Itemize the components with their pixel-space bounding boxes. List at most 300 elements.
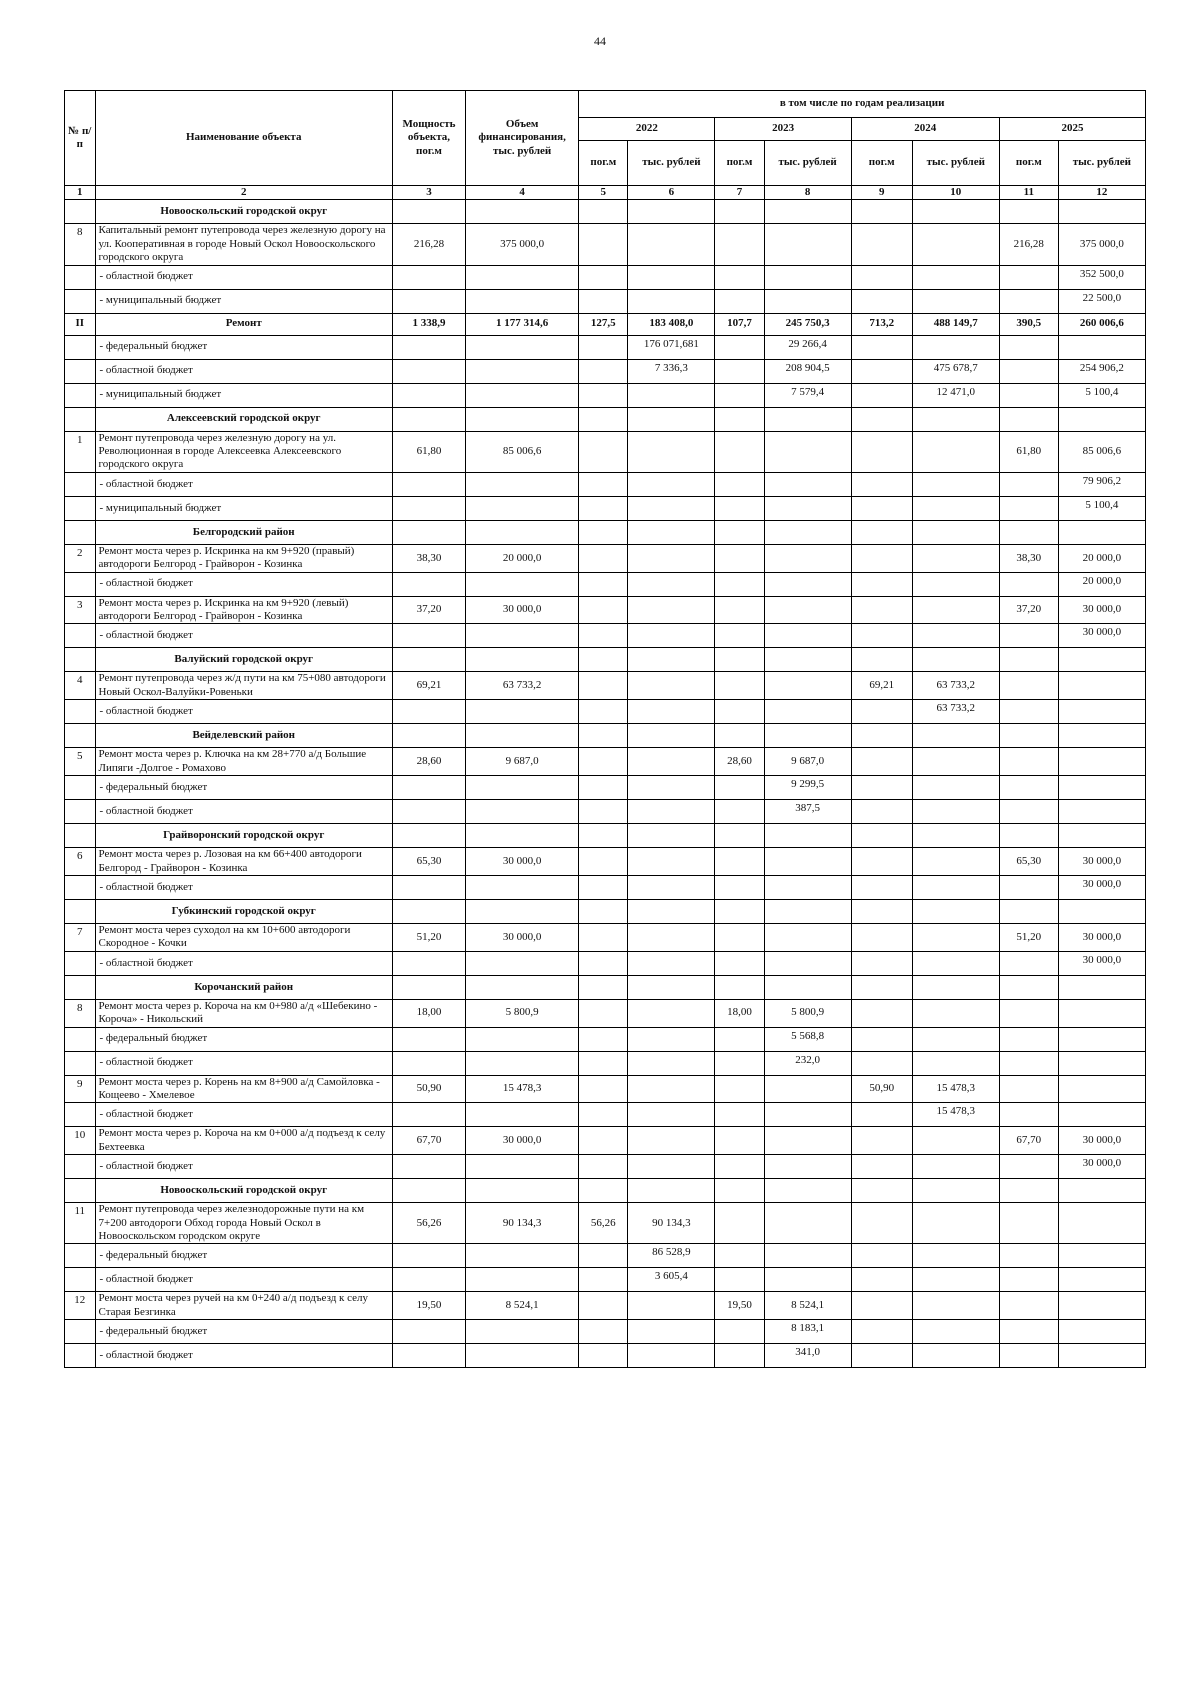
value-cell: [851, 200, 912, 224]
value-cell: [465, 800, 578, 824]
value-cell: [628, 672, 715, 700]
value-cell: 15 478,3: [465, 1075, 578, 1103]
budget-row: [65, 1051, 1146, 1075]
value-cell: [579, 748, 628, 776]
value-cell: [628, 520, 715, 544]
value-cell: [912, 472, 999, 496]
object-name: Капитальный ремонт путепровода через железную дорогу на ул. Кооперативная в городе Новый Оскол Новооскольского городского округа: [95, 224, 392, 265]
value-cell: [715, 407, 764, 431]
value-cell: [851, 724, 912, 748]
value-cell: [392, 1320, 465, 1344]
value-cell: [628, 923, 715, 951]
col-number: 1: [65, 186, 96, 200]
value-cell: [999, 951, 1058, 975]
value-cell: [392, 624, 465, 648]
value-cell: 260 006,6: [1058, 313, 1145, 335]
value-cell: [1058, 672, 1145, 700]
value-cell: [465, 1155, 578, 1179]
value-cell: [999, 899, 1058, 923]
value-cell: [465, 265, 578, 289]
col-number: 7: [715, 186, 764, 200]
value-cell: [628, 875, 715, 899]
value-cell: [579, 999, 628, 1027]
value-cell: [912, 824, 999, 848]
table-body: [65, 200, 1146, 1368]
value-cell: [579, 200, 628, 224]
value-cell: [912, 1127, 999, 1155]
value-cell: [579, 383, 628, 407]
value-cell: 51,20: [392, 923, 465, 951]
value-cell: [912, 1027, 999, 1051]
value-cell: 9 687,0: [465, 748, 578, 776]
value-cell: [1058, 1203, 1145, 1244]
value-cell: 37,20: [392, 596, 465, 624]
row-number: 9: [65, 1075, 96, 1103]
value-cell: [715, 265, 764, 289]
value-cell: [851, 923, 912, 951]
object-name: - областной бюджет: [95, 359, 392, 383]
value-cell: [715, 951, 764, 975]
value-cell: [465, 1051, 578, 1075]
value-cell: [851, 431, 912, 472]
value-cell: [465, 1320, 578, 1344]
value-cell: [1058, 200, 1145, 224]
section-row: [65, 724, 1146, 748]
row-number: [65, 700, 96, 724]
value-cell: [392, 1179, 465, 1203]
row-number: [65, 1155, 96, 1179]
value-cell: [999, 1075, 1058, 1103]
value-cell: [912, 899, 999, 923]
value-cell: [628, 1127, 715, 1155]
value-cell: [715, 875, 764, 899]
section-title: Новооскольский городской округ: [95, 1179, 392, 1203]
value-cell: [579, 496, 628, 520]
value-cell: 232,0: [764, 1051, 851, 1075]
value-cell: [999, 472, 1058, 496]
value-cell: [912, 224, 999, 265]
row-number: [65, 824, 96, 848]
value-cell: [715, 848, 764, 876]
value-cell: [912, 951, 999, 975]
section-row: [65, 975, 1146, 999]
value-cell: [851, 1320, 912, 1344]
value-cell: [764, 1075, 851, 1103]
object-name: - муниципальный бюджет: [95, 496, 392, 520]
row-number: [65, 335, 96, 359]
object-name: Ремонт моста через р. Лозовая на км 66+400 автодороги Белгород - Грайворон - Козинка: [95, 848, 392, 876]
row-number: 4: [65, 672, 96, 700]
value-cell: [851, 700, 912, 724]
object-name: Ремонт: [95, 313, 392, 335]
value-cell: 8 524,1: [465, 1292, 578, 1320]
value-cell: [628, 596, 715, 624]
object-row: [65, 923, 1146, 951]
value-cell: [851, 224, 912, 265]
object-name: - областной бюджет: [95, 1103, 392, 1127]
value-cell: 3 605,4: [628, 1268, 715, 1292]
value-cell: 30 000,0: [465, 596, 578, 624]
value-cell: [392, 648, 465, 672]
section-title: Вейделевский район: [95, 724, 392, 748]
value-cell: [579, 1344, 628, 1368]
header-unit-rub: тыс. рублей: [628, 141, 715, 186]
value-cell: [715, 724, 764, 748]
value-cell: [579, 1179, 628, 1203]
value-cell: 67,70: [999, 1127, 1058, 1155]
row-number: [65, 800, 96, 824]
row-number: [65, 359, 96, 383]
budget-row: [65, 1244, 1146, 1268]
col-number: 5: [579, 186, 628, 200]
value-cell: [999, 724, 1058, 748]
value-cell: [392, 724, 465, 748]
value-cell: [715, 383, 764, 407]
col-number: 11: [999, 186, 1058, 200]
value-cell: [715, 520, 764, 544]
value-cell: [1058, 407, 1145, 431]
budget-row: [65, 951, 1146, 975]
value-cell: [715, 1127, 764, 1155]
value-cell: [465, 496, 578, 520]
value-cell: [579, 1244, 628, 1268]
header-funding: Объем финансирования, тыс. рублей: [465, 91, 578, 186]
budget-row: [65, 1027, 1146, 1051]
header-name: Наименование объекта: [95, 91, 392, 186]
value-cell: [912, 1344, 999, 1368]
value-cell: [912, 596, 999, 624]
value-cell: [1058, 1103, 1145, 1127]
value-cell: [999, 875, 1058, 899]
value-cell: [628, 383, 715, 407]
value-cell: 28,60: [392, 748, 465, 776]
value-cell: 30 000,0: [1058, 848, 1145, 876]
value-cell: [851, 1179, 912, 1203]
value-cell: [392, 1155, 465, 1179]
value-cell: 30 000,0: [1058, 1155, 1145, 1179]
value-cell: [579, 648, 628, 672]
value-cell: [851, 875, 912, 899]
value-cell: [392, 700, 465, 724]
value-cell: 30 000,0: [1058, 596, 1145, 624]
value-cell: [999, 1320, 1058, 1344]
row-number: 7: [65, 923, 96, 951]
row-number: [65, 472, 96, 496]
object-name: Ремонт моста через р. Корочa на км 0+980 а/д «Шебекино - Короча» - Никольский: [95, 999, 392, 1027]
row-number: 2: [65, 544, 96, 572]
value-cell: [1058, 1075, 1145, 1103]
value-cell: [579, 1268, 628, 1292]
row-number: [65, 1027, 96, 1051]
value-cell: [579, 951, 628, 975]
value-cell: [764, 1103, 851, 1127]
value-cell: [851, 572, 912, 596]
value-cell: [851, 1155, 912, 1179]
object-name: - областной бюджет: [95, 265, 392, 289]
value-cell: [579, 431, 628, 472]
row-number: 12: [65, 1292, 96, 1320]
value-cell: 5 100,4: [1058, 383, 1145, 407]
budget-row: [65, 572, 1146, 596]
value-cell: [912, 572, 999, 596]
value-cell: [912, 923, 999, 951]
value-cell: [392, 520, 465, 544]
value-cell: [465, 1244, 578, 1268]
budget-row: [65, 1155, 1146, 1179]
value-cell: 20 000,0: [465, 544, 578, 572]
value-cell: 183 408,0: [628, 313, 715, 335]
value-cell: [851, 748, 912, 776]
value-cell: [579, 1051, 628, 1075]
value-cell: [628, 407, 715, 431]
object-row: [65, 1292, 1146, 1320]
value-cell: [912, 999, 999, 1027]
value-cell: 9 687,0: [764, 748, 851, 776]
value-cell: 390,5: [999, 313, 1058, 335]
value-cell: [851, 544, 912, 572]
value-cell: [628, 648, 715, 672]
value-cell: 387,5: [764, 800, 851, 824]
value-cell: 63 733,2: [912, 700, 999, 724]
header-unit-rub: тыс. рублей: [1058, 141, 1145, 186]
value-cell: [579, 672, 628, 700]
value-cell: [999, 1203, 1058, 1244]
value-cell: [851, 1268, 912, 1292]
value-cell: [764, 875, 851, 899]
budget-row: [65, 496, 1146, 520]
value-cell: 176 071,681: [628, 335, 715, 359]
value-cell: [764, 496, 851, 520]
value-cell: [912, 1292, 999, 1320]
value-cell: 20 000,0: [1058, 544, 1145, 572]
object-name: - федеральный бюджет: [95, 335, 392, 359]
header-year-2022: 2022: [579, 118, 715, 141]
value-cell: [628, 544, 715, 572]
value-cell: [715, 359, 764, 383]
object-name: Ремонт моста через р. Ключка на км 28+770 а/д Большие Липяги -Долгое - Ромахово: [95, 748, 392, 776]
object-name: - федеральный бюджет: [95, 1027, 392, 1051]
value-cell: [1058, 1268, 1145, 1292]
value-cell: [628, 700, 715, 724]
value-cell: [764, 1268, 851, 1292]
value-cell: [465, 335, 578, 359]
object-name: - федеральный бюджет: [95, 1244, 392, 1268]
object-row: [65, 999, 1146, 1027]
value-cell: [999, 800, 1058, 824]
object-name: - федеральный бюджет: [95, 1320, 392, 1344]
row-number: [65, 875, 96, 899]
value-cell: [579, 1075, 628, 1103]
value-cell: [1058, 1292, 1145, 1320]
value-cell: 37,20: [999, 596, 1058, 624]
value-cell: [1058, 520, 1145, 544]
value-cell: [715, 289, 764, 313]
value-cell: [851, 951, 912, 975]
value-cell: [579, 975, 628, 999]
value-cell: [715, 1103, 764, 1127]
value-cell: [628, 1292, 715, 1320]
row-number: [65, 1244, 96, 1268]
value-cell: 67,70: [392, 1127, 465, 1155]
value-cell: [579, 359, 628, 383]
value-cell: 8 183,1: [764, 1320, 851, 1344]
object-name: - областной бюджет: [95, 700, 392, 724]
value-cell: [628, 265, 715, 289]
value-cell: [465, 776, 578, 800]
value-cell: 107,7: [715, 313, 764, 335]
value-cell: [628, 431, 715, 472]
budget-row: [65, 1320, 1146, 1344]
value-cell: [851, 520, 912, 544]
object-name: - областной бюджет: [95, 624, 392, 648]
value-cell: [1058, 899, 1145, 923]
value-cell: [579, 624, 628, 648]
value-cell: [1058, 999, 1145, 1027]
value-cell: 208 904,5: [764, 359, 851, 383]
value-cell: 85 006,6: [1058, 431, 1145, 472]
value-cell: [392, 1051, 465, 1075]
value-cell: [764, 520, 851, 544]
value-cell: [912, 496, 999, 520]
row-number: [65, 648, 96, 672]
object-name: - областной бюджет: [95, 1155, 392, 1179]
value-cell: [912, 265, 999, 289]
header-capacity: Мощность объекта, пог.м: [392, 91, 465, 186]
object-row: [65, 544, 1146, 572]
value-cell: [999, 648, 1058, 672]
budget-row: [65, 1268, 1146, 1292]
value-cell: [764, 1179, 851, 1203]
value-cell: [912, 800, 999, 824]
value-cell: [764, 265, 851, 289]
value-cell: [1058, 724, 1145, 748]
value-cell: 56,26: [392, 1203, 465, 1244]
value-cell: [715, 200, 764, 224]
value-cell: [912, 335, 999, 359]
value-cell: [715, 624, 764, 648]
object-name: Ремонт моста через ручей на км 0+240 а/д подъезд к селу Старая Безгинка: [95, 1292, 392, 1320]
value-cell: [851, 1292, 912, 1320]
object-name: Ремонт путепровода через железнодорожные пути на км 7+200 автодороги Обход города Новый Оскол в Новооскольском городском округе: [95, 1203, 392, 1244]
object-name: Ремонт моста через р. Короча на км 0+000 а/д подъезд к селу Бехтеевка: [95, 1127, 392, 1155]
value-cell: 216,28: [999, 224, 1058, 265]
section-row: [65, 200, 1146, 224]
value-cell: [999, 672, 1058, 700]
header-year-2024: 2024: [851, 118, 999, 141]
value-cell: [912, 200, 999, 224]
value-cell: [999, 1244, 1058, 1268]
value-cell: [999, 1179, 1058, 1203]
value-cell: [628, 724, 715, 748]
col-number: 9: [851, 186, 912, 200]
value-cell: 30 000,0: [465, 923, 578, 951]
row-number: [65, 975, 96, 999]
value-cell: 30 000,0: [465, 848, 578, 876]
value-cell: [1058, 1179, 1145, 1203]
header-unit-m: пог.м: [715, 141, 764, 186]
value-cell: [715, 496, 764, 520]
header-unit-m: пог.м: [851, 141, 912, 186]
value-cell: 352 500,0: [1058, 265, 1145, 289]
object-name: - областной бюджет: [95, 572, 392, 596]
value-cell: [912, 975, 999, 999]
section-title: Грайворонский городской округ: [95, 824, 392, 848]
value-cell: [465, 875, 578, 899]
value-cell: [715, 431, 764, 472]
value-cell: 375 000,0: [1058, 224, 1145, 265]
value-cell: [912, 1320, 999, 1344]
value-cell: [392, 899, 465, 923]
value-cell: 30 000,0: [1058, 923, 1145, 951]
value-cell: [465, 1268, 578, 1292]
value-cell: [628, 289, 715, 313]
value-cell: [628, 472, 715, 496]
section-row: [65, 520, 1146, 544]
value-cell: [579, 265, 628, 289]
budget-row: [65, 875, 1146, 899]
value-cell: [392, 359, 465, 383]
value-cell: [851, 999, 912, 1027]
object-name: - областной бюджет: [95, 1344, 392, 1368]
value-cell: [912, 776, 999, 800]
object-row: [65, 1075, 1146, 1103]
value-cell: 216,28: [392, 224, 465, 265]
value-cell: 61,80: [392, 431, 465, 472]
object-row: [65, 672, 1146, 700]
value-cell: [851, 359, 912, 383]
value-cell: [764, 824, 851, 848]
section-title: Новооскольский городской округ: [95, 200, 392, 224]
value-cell: [465, 520, 578, 544]
value-cell: [392, 1027, 465, 1051]
budget-row: [65, 776, 1146, 800]
row-number: [65, 1344, 96, 1368]
value-cell: [999, 1292, 1058, 1320]
value-cell: [764, 648, 851, 672]
section-title: Валуйский городской округ: [95, 648, 392, 672]
value-cell: [851, 596, 912, 624]
col-number: 8: [764, 186, 851, 200]
value-cell: [715, 1179, 764, 1203]
value-cell: 5 568,8: [764, 1027, 851, 1051]
value-cell: 90 134,3: [465, 1203, 578, 1244]
value-cell: [392, 335, 465, 359]
value-cell: [628, 1075, 715, 1103]
value-cell: 50,90: [851, 1075, 912, 1103]
col-number: 4: [465, 186, 578, 200]
value-cell: [715, 1344, 764, 1368]
value-cell: 5 100,4: [1058, 496, 1145, 520]
value-cell: [715, 923, 764, 951]
value-cell: 9 299,5: [764, 776, 851, 800]
value-cell: [579, 923, 628, 951]
value-cell: [715, 1155, 764, 1179]
row-number: 10: [65, 1127, 96, 1155]
value-cell: [1058, 1244, 1145, 1268]
budget-row: [65, 624, 1146, 648]
value-cell: [851, 1103, 912, 1127]
header-unit-m: пог.м: [999, 141, 1058, 186]
value-cell: [628, 1051, 715, 1075]
value-cell: [764, 544, 851, 572]
value-cell: [764, 672, 851, 700]
value-cell: 69,21: [851, 672, 912, 700]
value-cell: [628, 951, 715, 975]
value-cell: [628, 1155, 715, 1179]
value-cell: [465, 1027, 578, 1051]
value-cell: [1058, 1320, 1145, 1344]
column-number-row: [65, 186, 1146, 200]
